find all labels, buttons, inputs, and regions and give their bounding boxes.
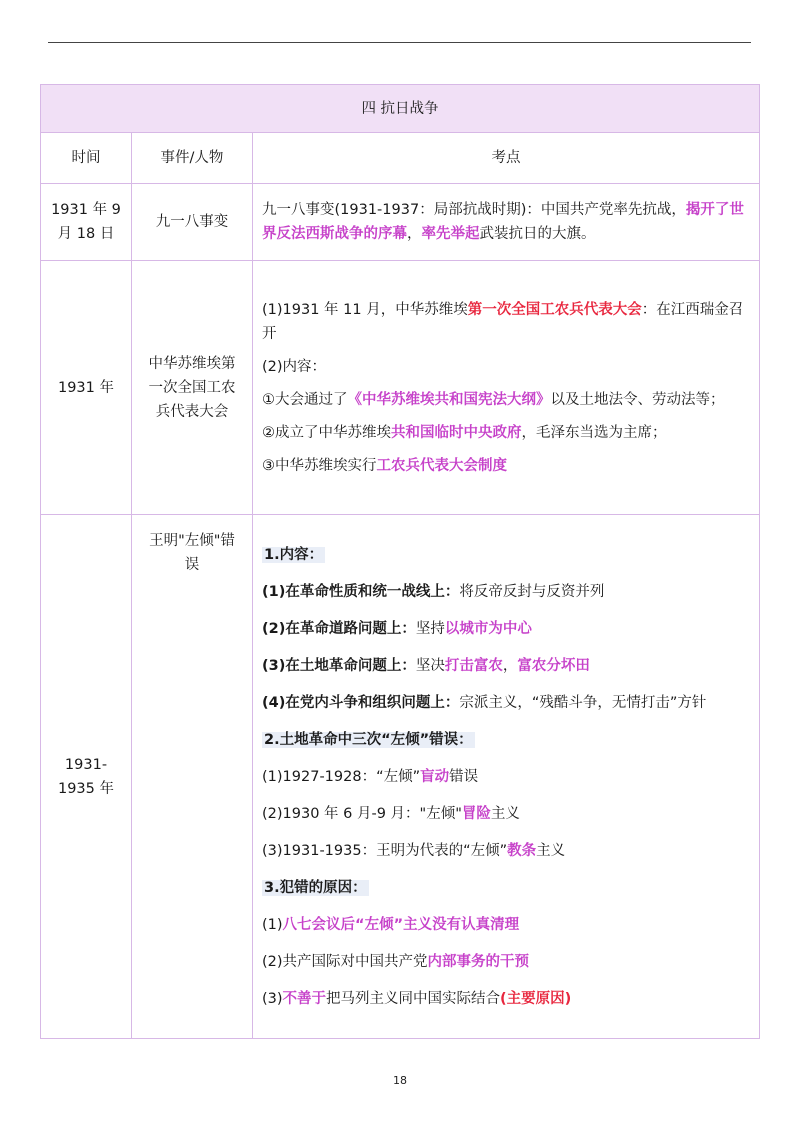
section-title: 四 抗日战争	[41, 85, 760, 133]
row-event: 九一八事变	[132, 184, 253, 261]
row-points	[253, 261, 760, 515]
header-points: 考点	[253, 133, 760, 184]
point-item: (3)1931-1935：王明为代表的“左倾”教条主义	[262, 842, 566, 859]
row-time: 1931 年	[41, 261, 132, 515]
row1-points-text	[262, 198, 753, 246]
section-title-row	[41, 85, 760, 133]
point-item: (2)内容：	[262, 358, 327, 375]
page-number: 18	[393, 1074, 407, 1087]
subheading: 1.内容：	[264, 546, 324, 563]
point-segment: ，	[407, 226, 422, 242]
point-item: (1)八七会议后“左倾”主义没有认真清理	[262, 916, 520, 933]
point-item: (3)不善于把马列主义同中国实际结合(主要原因)	[262, 990, 572, 1007]
point-item: (1)1927-1928：“左倾”盲动错误	[262, 768, 479, 785]
point-item: ①大会通过了《中华苏维埃共和国宪法大纲》以及土地法令、劳动法等；	[262, 391, 725, 408]
point-item: ②成立了中华苏维埃共和国临时中央政府，毛泽东当选为主席；	[262, 424, 667, 441]
point-segment: 九一八事变(1931-1937：局部抗战时期)：中国共产党率先抗战，	[262, 202, 686, 218]
point-item: (1)在革命性质和统一战线上：将反帝反封与反资并列	[262, 583, 605, 600]
point-item: (2)在革命道路问题上：坚持以城市为中心	[262, 620, 532, 637]
point-segment: 率先举起	[421, 226, 480, 242]
point-item: (1)1931 年 11 月，中华苏维埃第一次全国工农兵代表大会：在江西瑞金召开	[262, 301, 744, 342]
table-row	[41, 515, 760, 1039]
row-event: 中华苏维埃第一次全国工农兵代表大会	[132, 261, 253, 515]
row-event: 王明"左倾"错误	[132, 515, 253, 1039]
subheading: 2.土地革命中三次“左倾”错误：	[264, 731, 473, 748]
header-rule	[48, 42, 751, 43]
header-time: 时间	[41, 133, 132, 184]
point-item: (4)在党内斗争和组织问题上：宗派主义，“残酷斗争，无情打击”方针	[262, 694, 707, 711]
point-segment: 武装抗日的大旗。	[479, 226, 596, 242]
point-item: (2)共产国际对中国共产党内部事务的干预	[262, 953, 530, 970]
table-row	[41, 184, 760, 261]
row-points	[253, 184, 760, 261]
point-segment: 揭开了世界反法西斯战争的序幕	[262, 202, 744, 242]
table-row	[41, 261, 760, 515]
header-row	[41, 133, 760, 184]
header-event: 事件/人物	[132, 133, 253, 184]
row-time: 1931 年 9 月 18 日	[41, 184, 132, 261]
row-points	[253, 515, 760, 1039]
point-item: (2)1930 年 6 月-9 月："左倾"冒险主义	[262, 805, 520, 822]
subheading: 3.犯错的原因：	[264, 879, 367, 896]
history-table	[40, 84, 760, 1039]
row-time: 1931-1935 年	[41, 515, 132, 1039]
point-item: ③中华苏维埃实行工农兵代表大会制度	[262, 457, 507, 474]
point-item: (3)在土地革命问题上：坚决打击富农，富农分坏田	[262, 657, 590, 674]
